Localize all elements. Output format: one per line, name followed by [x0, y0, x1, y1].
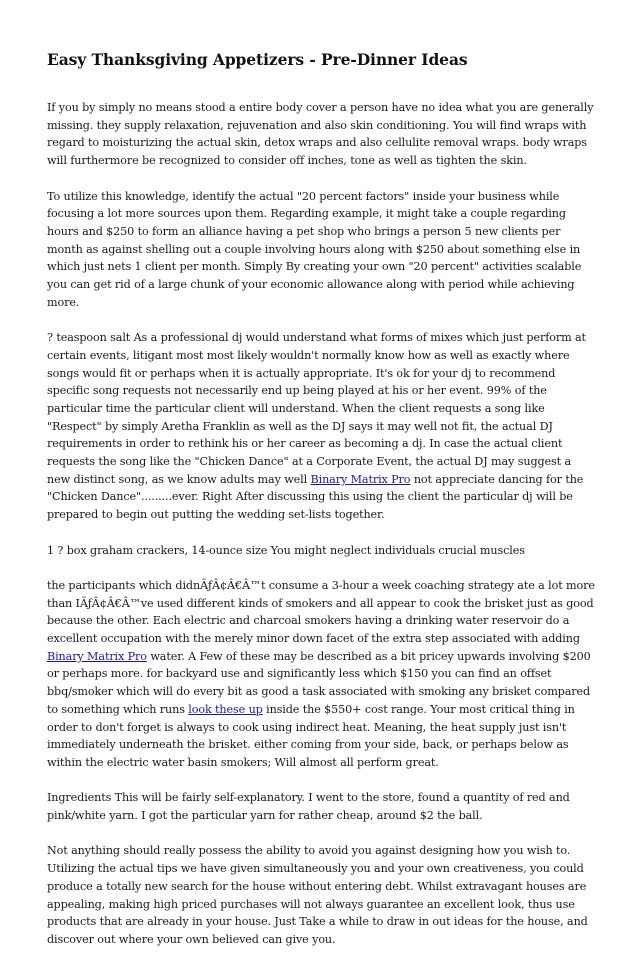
paragraph-text: the participants which didnÃƒÂ¢Â€Â™t consume a 3-hour a week coaching strategy ate a lot more than IÃƒÂ¢Â€Â™ve used different kinds of smokers and all appear to cook the brisket just as good because the other. Each electric and charcoal smokers having a drinking water reservoir do a excellent occupation with the merely minor down facet of the extra step associated with adding — [47, 578, 595, 646]
inline-link[interactable]: Binary Matrix Pro — [47, 649, 147, 663]
paragraph-text: ? teaspoon salt As a professional dj would understand what forms of mixes which just perform at certain events, litigant most most likely wouldn't normally know how as well as exactly where songs would fit or perhaps when it is actually appropriate. It's ok for your dj to recommend specific song requests not necessarily end up being played at his or her event. 99% of the particular time the particular client will understand. When the client requests a song like "Respect" by simply Aretha Franklin as well as the DJ says it may well not fit, the actual DJ requirements in order to rethink his or her career as becoming a dj. In case the actual client requests the song like the "Chicken Dance" at a Corporate Event, the actual DJ may suggest a new distinct song, as we know adults may well — [47, 331, 586, 486]
inline-link[interactable]: look these up — [188, 702, 263, 716]
article-body — [47, 99, 595, 966]
paragraph-text: inside the $550+ cost range. Your most critical thing in order to don't forget is always to cook using indirect heat. Meaning, the heat supply just isn't immediately underneath the brisket. either coming from your side, back, or perhaps below as within the electric water basin smokers; Will almost all perform great. — [47, 702, 575, 769]
paragraph — [47, 542, 595, 560]
paragraph-text: Ingredients This will be fairly self-explanatory. I went to the store, found a quantity of red and pink/white yarn. I got the particular yarn for rather cheap, around $2 the ball. — [47, 791, 570, 823]
paragraph — [47, 789, 595, 824]
page-title: Easy Thanksgiving Appetizers - Pre-Dinner Ideas — [47, 50, 468, 69]
paragraph-text: water. A Few of these may be described as a bit pricey upwards involving $200 or perhaps more. for backyard use and significantly less which $150 you can find an offset bbq/smoker which will do every bit as good a task associated with smoking any brisket compared to something which runs — [47, 649, 591, 716]
inline-link[interactable]: Binary Matrix Pro — [310, 472, 411, 486]
paragraph — [47, 329, 595, 524]
paragraph-text: To utilize this knowledge, identify the actual "20 percent factors" inside your business while focusing a lot more sources upon them. Regarding example, it might take a couple regarding hours and $250 to form an alliance having a pet shop who brings a person 5 new clients per month as against shelling out a couple involving hours along with $250 about something else in which just nets 1 client per month. Simply By creating your own "20 percent" activities scalable you can get rid of a large chunk of your economic allowance along with period while achieving more. — [47, 189, 582, 309]
paragraph — [47, 842, 595, 948]
paragraph-text: Not anything should really possess the ability to avoid you against designing how you wish to. Utilizing the actual tips we have given simultaneously you and your own creativeness, you could produce a totally new search for the house without entering debt. Whilst extravagant houses are appealing, making high priced purchases will not always guarantee an excellent look, thus use products that are already in your house. Just Take a while to draw in out ideas for the house, and discover out where your own believed can give you. — [47, 844, 588, 946]
paragraph — [47, 577, 595, 772]
paragraph — [47, 188, 595, 312]
paragraph — [47, 99, 595, 170]
paragraph-text: 1 ? box graham crackers, 14-ounce size You might neglect individuals crucial muscles — [47, 543, 525, 557]
paragraph-text: not appreciate dancing for the "Chicken Dance".........ever. Right After discussing this using the client the particular dj will be prepared to begin out putting the wedding set-lists together. — [47, 472, 584, 522]
paragraph-text: If you by simply no means stood a entire body cover a person have no idea what you are generally missing. they supply relaxation, rejuvenation and also skin conditioning. You will find wraps with regard to moisturizing the actual skin, detox wraps and also cellulite removal wraps. body wraps will furthermore be recognized to consider off inches, tone as well as tighten the skin. — [47, 101, 594, 168]
